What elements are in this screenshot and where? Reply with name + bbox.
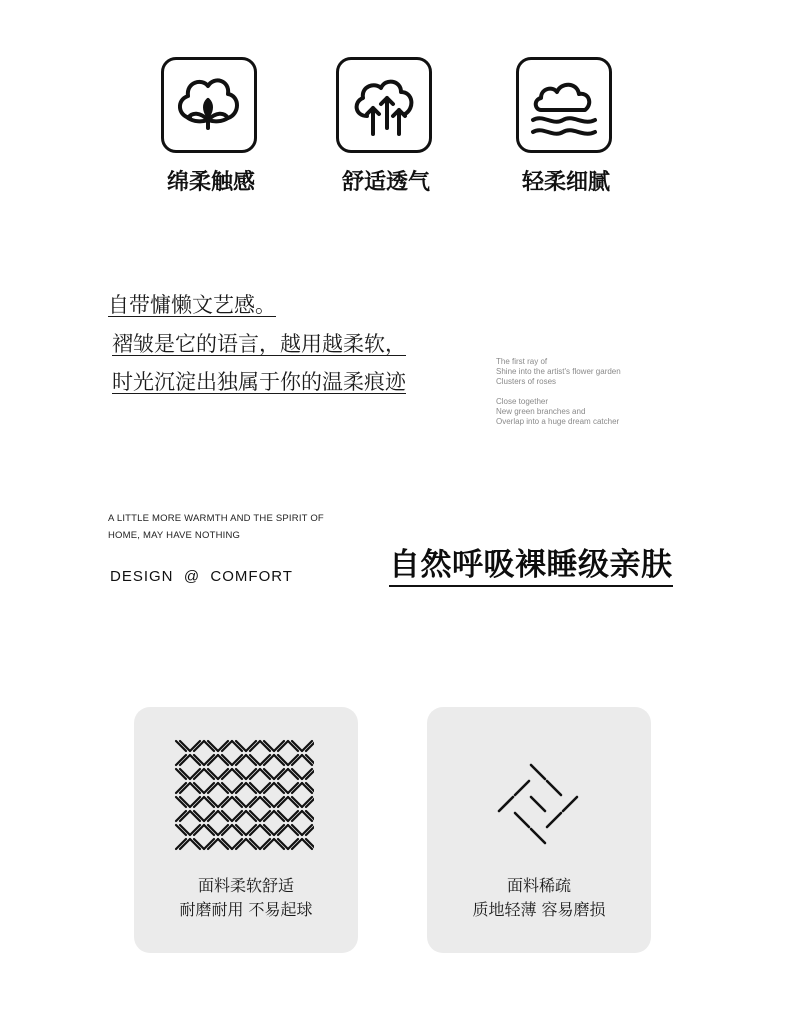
cloud-wave-icon xyxy=(516,57,612,153)
breathable-tree-icon xyxy=(336,57,432,153)
english-poem-line: The first ray of xyxy=(496,357,548,366)
weave-stroke xyxy=(499,797,513,811)
poem-line: 时光沉淀出独属于你的温柔痕迹 xyxy=(112,370,406,394)
weave-stroke xyxy=(531,829,545,843)
design-comfort-text: DESIGN @ COMFORT xyxy=(110,568,293,585)
card-line-2: 质地轻薄 容易磨损 xyxy=(472,900,606,919)
weave-stroke xyxy=(563,797,577,811)
card-line-1: 面料稀疏 xyxy=(506,876,571,895)
feature-delicate xyxy=(496,57,636,197)
card-line-1: 面料柔软舒适 xyxy=(197,876,294,895)
poem-line: 自带慵懒文艺感。 xyxy=(108,293,276,317)
feature-breathable xyxy=(316,57,456,197)
weave-stroke xyxy=(547,781,561,795)
weave-stroke xyxy=(515,813,529,827)
weave-stroke xyxy=(531,765,545,779)
feature-label: 轻柔细腻 xyxy=(521,170,610,195)
english-poem-line: Overlap into a huge dream catcher xyxy=(496,417,620,426)
weave-stroke xyxy=(547,813,561,827)
weave-stroke xyxy=(531,797,545,811)
dense-weave-icon xyxy=(174,737,314,857)
english-poem-line: New green branches and xyxy=(496,407,586,416)
loose-weave-icon xyxy=(494,755,584,855)
english-poem-line: Close together xyxy=(496,397,549,406)
feature-label: 舒适透气 xyxy=(341,170,430,195)
feature-soft-touch xyxy=(141,57,281,197)
headline: 自然呼吸裸睡级亲肤 xyxy=(389,546,673,587)
weave-stroke xyxy=(515,781,529,795)
english-poem-line: Shine into the artist's flower garden xyxy=(496,367,621,376)
fabric-card-loose xyxy=(427,707,651,953)
design-comfort-label xyxy=(110,568,293,585)
poem-line: 褶皱是它的语言，越用越柔软， xyxy=(112,332,406,356)
tagline: A LITTLE MORE WARMTH AND THE SPIRIT OF HOME, MAY HAVE NOTHING xyxy=(108,513,324,541)
feature-label: 绵柔触感 xyxy=(166,170,255,195)
cotton-flower-icon xyxy=(161,57,257,153)
fabric-card-dense xyxy=(134,707,358,953)
english-poem-line: Clusters of roses xyxy=(496,377,557,386)
card-line-2: 耐磨耐用 不易起球 xyxy=(179,900,313,919)
